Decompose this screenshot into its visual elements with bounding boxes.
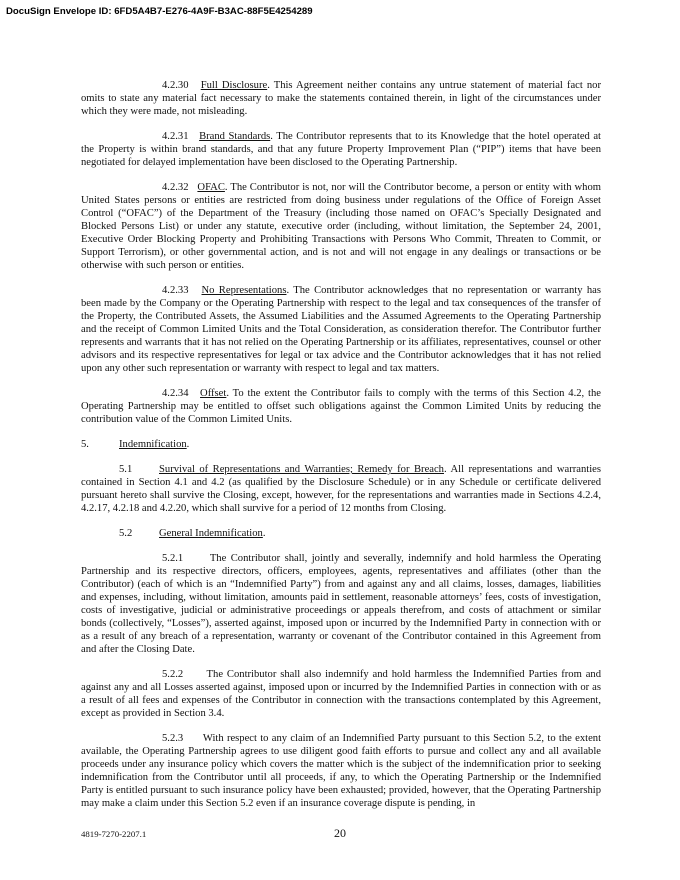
section-title: Brand Standards xyxy=(199,131,271,142)
section-number: 4.2.33 xyxy=(162,285,189,296)
section-text: . All representations and warranties contained in Section 4.1 and 4.2 (as qualified by the Disclosure Schedule) or in any Schedule or certificate delivered pursuant hereto shall survive the Closing, except, however, for the representations and warranties made in Sections 4.2.4, 4.2.17, 4.2.18 and 4.2.20, which shall survive for a period of 12 months from Closing. xyxy=(81,464,601,514)
paragraph-4-2-30 xyxy=(81,79,601,118)
paragraph-5-1 xyxy=(81,463,601,515)
section-text: With respect to any claim of an Indemnified Party pursuant to this Section 5.2, to the extent available, the Operating Partnership agrees to use diligent good faith efforts to pursue and collect any and all available proceeds under any insurance policy which covers the matter which is the subject of the indemnification prior to seeking indemnification from the Contributor until all proceeds, if any, to which the Operating Partnership or the Indemnified Party is entitled pursuant to such insurance policy have been exhausted; provided, however, that the Operating Partnership may make a claim under this Section 5.2 even if an insurance coverage dispute is pending, in xyxy=(81,733,602,809)
section-text: . To the extent the Contributor fails to comply with the terms of this Section 4.2, the Operating Partnership may be entitled to offset such obligations against the Common Limited Units by reducing the contribution value of the Common Limited Units. xyxy=(81,388,601,425)
paragraph-4-2-32 xyxy=(81,181,601,272)
section-text: . The Contributor represents that to its Knowledge that the hotel operated at the Property is within brand standards, and that any future Property Improvement Plan (“PIP”) items that have been negotiated for delayed implementation have been disclosed to the Operating Partnership. xyxy=(81,131,601,168)
section-title: Offset xyxy=(200,388,227,399)
section-title: General Indemnification xyxy=(159,528,263,539)
section-number: 5.1 xyxy=(119,464,133,475)
section-text: . The Contributor is not, nor will the Contributor become, a person or entity with whom United States persons or entities are restricted from doing business under regulations of the Office of Foreign Asset Control (“OFAC”) of the Department of the Treasury (including those named on OFAC’s Specially Designated and Blocked Persons List) or under any statute, executive order (including, without limitation, the September 24, 2001, Executive Order Blocking Property and Prohibiting Transactions with Persons Who Commit, Threaten to Commit, or Support Terrorism), or other governmental action, and is not and will not engage in any dealings or transactions or be otherwise with such person or entities. xyxy=(81,182,601,271)
section-number: 5.2 xyxy=(119,528,133,539)
section-title: Survival of Representations and Warranties; Remedy for Breach xyxy=(159,464,444,475)
document-body xyxy=(81,79,601,810)
section-number: 4.2.34 xyxy=(162,388,189,399)
section-number: 4.2.32 xyxy=(162,182,189,193)
paragraph-5-2-heading xyxy=(81,527,601,540)
section-number: 4.2.31 xyxy=(162,131,189,142)
section-number: 5.2.2 xyxy=(162,669,184,680)
section-number: 5. xyxy=(81,439,89,450)
paragraph-4-2-33 xyxy=(81,284,601,375)
paragraph-5-2-3 xyxy=(81,732,601,810)
paragraph-4-2-34 xyxy=(81,387,601,426)
paragraph-5-2-1 xyxy=(81,552,601,656)
section-number: 5.2.3 xyxy=(162,733,184,744)
section-number: 5.2.1 xyxy=(162,553,184,564)
envelope-id: DocuSign Envelope ID: 6FD5A4B7-E276-4A9F-B3AC-88F5E4254289 xyxy=(6,6,313,17)
section-title: Indemnification xyxy=(119,439,187,450)
paragraph-4-2-31 xyxy=(81,130,601,169)
section-title: OFAC xyxy=(197,182,225,193)
section-title: No Representations xyxy=(201,285,287,296)
section-text: The Contributor shall, jointly and severally, indemnify and hold harmless the Operating Partnership and its respective directors, officers, employees, agents, representatives and affiliates (other than the Contributor) (each of which is an “Indemnified Party”) from and against any and all claims, losses, damages, liabilities and expenses, including, without limitation, amounts paid in settlement, reasonable attorneys’ fees, costs of investigation, costs of investigative, judicial or administrative proceedings or appeals therefrom, and costs of attachment or similar bonds (collectively, “Losses”), asserted against, imposed upon or incurred by the Indemnified Party in connection with or as a result of any breach of a representation, warranty or covenant of the Contributor contained in this Agreement from and after the Closing Date. xyxy=(81,553,602,655)
section-text: . This Agreement neither contains any untrue statement of material fact nor omits to state any material fact necessary to make the statements contained therein, in light of the circumstances under which they were made, not misleading. xyxy=(81,80,601,117)
section-suffix: . xyxy=(262,528,266,539)
section-text: . The Contributor acknowledges that no representation or warranty has been made by the Company or the Operating Partnership with respect to the legal and tax consequences of the transfer of the Property, the Contributed Assets, the Assumed Liabilities and the Assumed Agreements to the Operating Partnership and the receipt of Common Limited Units and the Total Consideration, as consideration therefor. The Contributor further represents and warrants that it has not relied on the Operating Partnership or its affiliates, representatives, counsel or other advisors and its respective representatives for legal or tax advice and the Contributor acknowledges that it has not relied upon any other such representation or warranty with respect to legal and tax matters. xyxy=(81,285,601,374)
section-text: The Contributor shall also indemnify and hold harmless the Indemnified Parties from and against any and all Losses asserted against, imposed upon or incurred by the Indemnified Parties in connection with or as a result of all fees and expenses of the Contributor in connection with the transactions contemplated by this Agreement, except as provided in Section 3.4. xyxy=(81,669,602,719)
page-number: 20 xyxy=(334,826,346,840)
document-id: 4819-7270-2207.1 xyxy=(81,829,147,839)
section-suffix: . xyxy=(186,439,190,450)
paragraph-5-2-2 xyxy=(81,668,601,720)
section-title: Full Disclosure xyxy=(200,80,268,91)
section-number: 4.2.30 xyxy=(162,80,189,91)
section-5-heading xyxy=(81,438,601,451)
